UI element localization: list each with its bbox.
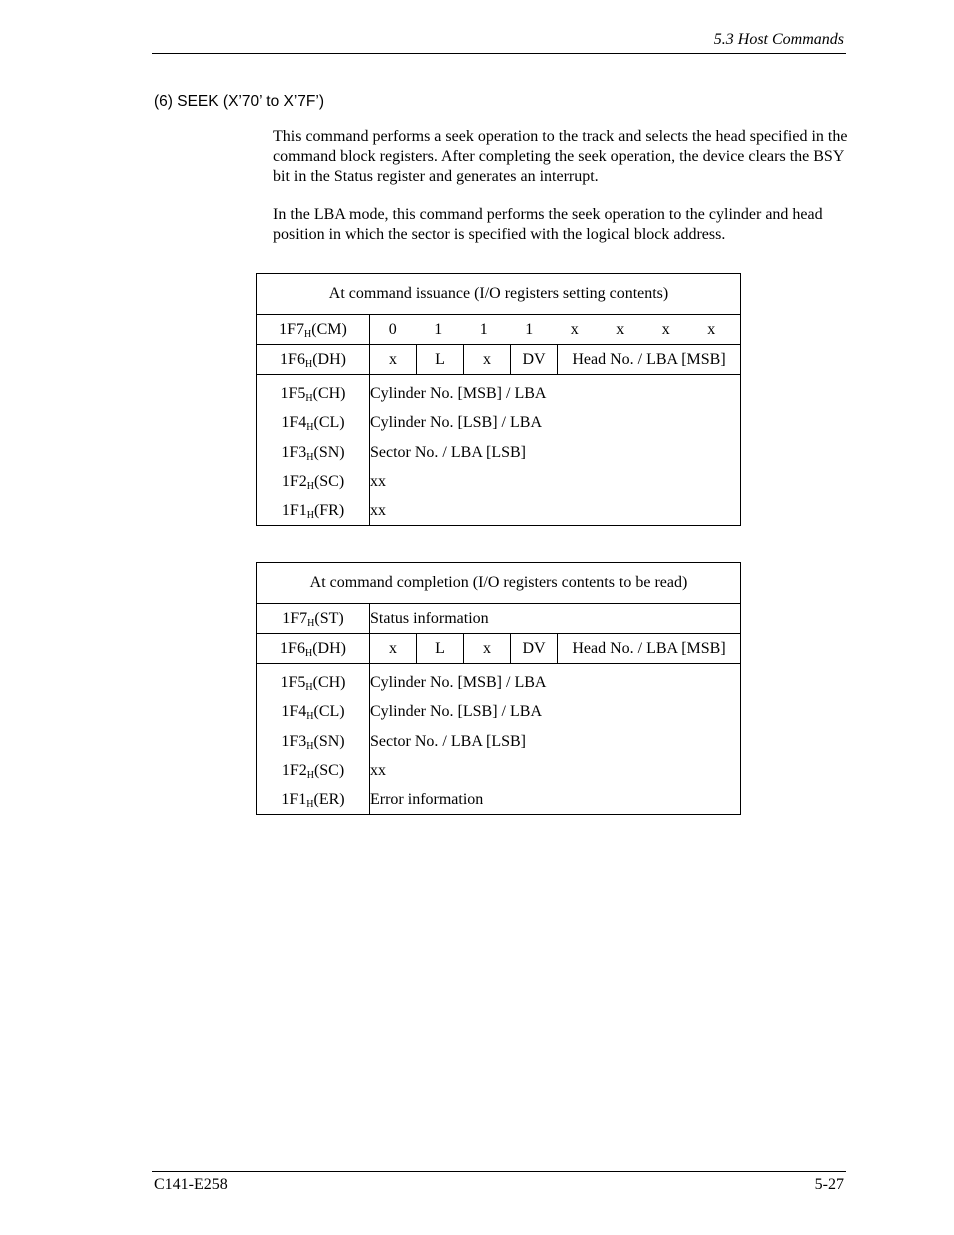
completion-table: [256, 562, 741, 815]
running-header: 5.3 Host Commands: [713, 31, 844, 48]
issuance-table: [256, 273, 741, 526]
header-rule: [152, 53, 846, 54]
table-row: [257, 315, 741, 345]
register-values: Cylinder No. [MSB] / LBA Cylinder No. [LSB] / LBA Sector No. / LBA [LSB] xx xx: [370, 375, 741, 526]
table-row: [257, 345, 741, 375]
bit-3: x: [570, 320, 579, 338]
bit-cell: x: [464, 634, 511, 664]
table-row: [257, 664, 741, 815]
register-value: Status information: [370, 604, 741, 634]
table-caption: At command issuance (I/O registers setting contents): [257, 274, 741, 315]
bit-cell: L: [417, 345, 464, 375]
table-row: [257, 634, 741, 664]
bit-cell: DV: [511, 345, 558, 375]
bit-cell: x: [370, 634, 417, 664]
register-name: $1F7_H(CM)$: [257, 315, 370, 345]
bit-cell: x: [370, 345, 417, 375]
section-title: (6) SEEK (X’70’ to X’7F’): [154, 93, 324, 110]
bit-cell: DV: [511, 634, 558, 664]
head-number-cell: Head No. / LBA [MSB]: [558, 634, 741, 664]
bit-5: 1: [479, 320, 488, 338]
bit-7: 0: [388, 320, 397, 338]
register-name: $1F6_H(DH)$: [257, 345, 370, 375]
table-row: [257, 604, 741, 634]
bit-2: x: [616, 320, 625, 338]
bit-4: 1: [525, 320, 534, 338]
register-name: $1F7_H(ST)$: [257, 604, 370, 634]
table-row: [257, 375, 741, 526]
table-caption: At command completion (I/O registers contents to be read): [257, 563, 741, 604]
bit-0: x: [707, 320, 716, 338]
document-id: C141-E258: [154, 1176, 228, 1193]
bit-cell: L: [417, 634, 464, 664]
register-name: $1F6_H(DH)$: [257, 634, 370, 664]
register-names: $1F5_H(CH)$ $1F4_H(CL)$ $1F3_H(SN)$ $1F2_H(SC)$ $1F1_H(FR)$: [257, 375, 370, 526]
bit-1: x: [661, 320, 670, 338]
paragraph-1: This command performs a seek operation to the track and selects the head specified in the command block registers. After completing the seek operation, the device clears the BSY bit in the Status register and generates an interrupt.: [273, 128, 848, 185]
page-number: 5-27: [814, 1176, 844, 1193]
bit-cell: x: [464, 345, 511, 375]
head-number-cell: Head No. / LBA [MSB]: [558, 345, 741, 375]
bit-values: [370, 315, 741, 345]
bit-6: 1: [434, 320, 443, 338]
footer-rule: [152, 1171, 846, 1172]
register-names: $1F5_H(CH)$ $1F4_H(CL)$ $1F3_H(SN)$ $1F2_H(SC)$ $1F1_H(ER)$: [257, 664, 370, 815]
paragraph-2: In the LBA mode, this command performs the seek operation to the cylinder and head position in which the sector is specified with the logical block address.: [273, 206, 823, 243]
register-values: Cylinder No. [MSB] / LBA Cylinder No. [LSB] / LBA Sector No. / LBA [LSB] xx Error information: [370, 664, 741, 815]
